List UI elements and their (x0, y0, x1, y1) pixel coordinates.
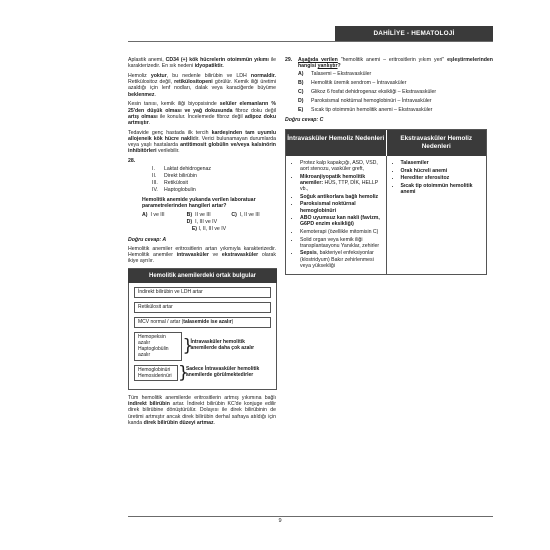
list-item: • Mikroanjiyopatik hemolitik anemiler: HÜS, TTP, DİK, HELLP vb., (300, 174, 381, 193)
option-d[interactable]: D) I, III ve IV (186, 219, 218, 226)
option-e[interactable]: E) I, II, III ve IV (191, 226, 227, 233)
finding-row: MCV normal / artar (talasemide ise azalır) (134, 317, 271, 328)
brace-icon: } (182, 336, 194, 357)
bullet-list (291, 160, 381, 269)
finding-left: Hemoglobinüri Hemosiderinüri (134, 365, 178, 381)
common-findings-box (128, 268, 277, 390)
column-header-intravascular: İntravasküler Hemoliz Nedenleri (286, 130, 387, 156)
roman-item: I. Laktat dehidrogenaz (152, 166, 212, 173)
list-item: • Soğuk antikorlara bağlı hemoliz (300, 194, 381, 200)
table-header (286, 130, 486, 156)
option-c[interactable]: C) I, II ve III (231, 212, 260, 219)
correct-answer: Doğru cevap: A (128, 236, 167, 243)
finding-note: İntravasküler hemolitik anemilerde daha çok azalır (190, 339, 255, 352)
question-stem: Hemolitik anemide yukarıda verilen laboratuar parametrelerinden hangileri artar? (142, 196, 256, 209)
finding-row: Retikülosit artar (134, 302, 271, 313)
option-c[interactable]: C) Glikoz 6 fosfat dehidrogenaz eksikliği – Ekstravasküler (298, 89, 437, 95)
finding-note: Sadece İntravasküler hemolitik anemilerde görülmektedirler (185, 366, 260, 378)
list-item: • Talasemiler (401, 160, 482, 166)
roman-item: II. Direkt bilirübin (152, 173, 197, 180)
list-item: • Sıcak tip otoimmün hemolitik anemi (401, 183, 482, 195)
question-28 (128, 158, 276, 243)
question-number: 29. (285, 57, 293, 63)
header-rule (128, 41, 493, 42)
list-item: • Sepsis, bakteriyel enfeksiyonlar (klostridyum) Bakır zehirlenmesi veya yüksekliği (300, 250, 381, 269)
roman-item: III. Retikülosit (152, 180, 188, 187)
list-item: • Paroksismal noktürnal hemoglobinüri (300, 201, 381, 213)
bullet-list (392, 160, 482, 195)
section-header: DAHİLİYE - HEMATOLOJİ (335, 26, 493, 41)
paragraph-aplastic-anemia: Aplastik anemi, CD34 (+) kök hücrelerin otoimmün yıkımı ile karakterizedir. En sık nedeni idyopatiktir. (128, 57, 277, 70)
option-a[interactable]: A) Talasemi – Ekstravasküler (298, 71, 372, 78)
list-item: • ABO uyumsuz kan nakli (favizm, G6PD enzim eksikliği) (300, 215, 381, 227)
option-b[interactable]: B) Hemolitik üremik sendrom – İntravasküler (298, 80, 407, 87)
finding-row: İndirekt bilirübin ve LDH artar (134, 287, 271, 298)
list-item: • Protez kalp kapakçığı, ASD, VSD, aort stenozu, vasküler greft, (300, 160, 381, 172)
paragraph-diagnosis: Kesin tanısı, kemik iliği biyopsisinde selüler elemanların % 25'den düşük olması ve yağ dokusunda fibroz doku değil artış olması ile konulur. İncelemede fibroz değil adipoz doku artmıştır. (128, 101, 276, 127)
answer-options (142, 212, 276, 225)
paragraph-hemolysis: Hemoliz yoktur, bu nedenle bilirübin ve LDH normaldir. Retikülositoz değil, retikülositopeni görülür. Kemik iliği üretimi azaldığı için lenf nodları, dalak veya karaciğerde büyüme beklenmez. (128, 73, 276, 98)
right-column (285, 57, 493, 275)
extravascular-causes (387, 156, 487, 274)
finding-left: Hemopeksin azalır Haptoglobülin azalır (134, 332, 182, 361)
question-29 (285, 57, 493, 123)
finding-pair (134, 332, 271, 361)
list-item: • Kemoterapi (özellikle mitomisin C) (300, 229, 381, 235)
list-item: • Herediter sferositoz (401, 175, 482, 181)
column-header-extravascular: Ekstravasküler Hemoliz Nedenleri (400, 135, 473, 150)
correct-answer: Doğru cevap: C (285, 116, 324, 123)
roman-item: IV. Haptoglobulin (152, 186, 196, 193)
finding-pair (134, 362, 271, 383)
question-number: 28. (128, 158, 136, 165)
question-header (285, 57, 493, 69)
list-item: • Orak hücreli anemi (401, 168, 482, 174)
question-stem: Aşağıda verilen "hemolitik anemi – eritrositlerin yıkım yeri" eşleştirmelerinden hangisi yanlıştır? (298, 57, 493, 70)
brace-icon: } (177, 362, 189, 383)
intravascular-causes (286, 156, 387, 274)
answer-options (298, 71, 493, 112)
paragraph-treatment: Tedavide genç hastada ilk tercih kardeşinden tam uyumlu allojeneik kök hücre naklidir. Verici bulunamayan durumlarda veya yaşlı hastalarda antitimosit globülin ve/veya kalsinörin inhibitörleri verilebilir. (128, 129, 276, 155)
page-number: 9 (278, 518, 282, 524)
paragraph-hemolytic-types: Hemolitik anemiler eritrositlerin artan yıkımıyla karakterizedir. Hemolitik anemiler intravasküler ve ekstravasküler olarak ikiye ayrılır. (128, 245, 277, 265)
left-column (128, 57, 276, 430)
option-e[interactable]: E) Sıcak tip otoimmün hemolitik anemi – Ekstravasküler (298, 106, 433, 113)
hemolysis-causes-table (285, 129, 487, 275)
footer-rule (128, 516, 493, 517)
option-b[interactable]: B) II ve III (186, 212, 211, 219)
option-d[interactable]: D) Paroksismal noktürnal hemoglobinüri – İntravasküler (298, 97, 432, 104)
table-body (286, 156, 486, 274)
option-a[interactable]: A) I ve III (142, 212, 165, 219)
list-item: • Solid organ veya kemik iliği transplantasyonu Yanıklar, zehirler (300, 237, 381, 249)
paragraph-bilirubin: Tüm hemolitik anemilerde eritrositlerin artmış yıkımına bağlı indirekt bilirübin artar. İndirekt bilirübin KC'de konjuge edilir direk bilirübine dönüştürülür. Dolayısı ile direk bilirübinin de üretimi artmıştır ancak direk bilirübin derhal safraya atıldığı için kanda direk bilirübin düzeyi artmaz. (128, 395, 277, 426)
box-title: Hemolitik anemilerdeki ortak bulgular (128, 269, 276, 283)
